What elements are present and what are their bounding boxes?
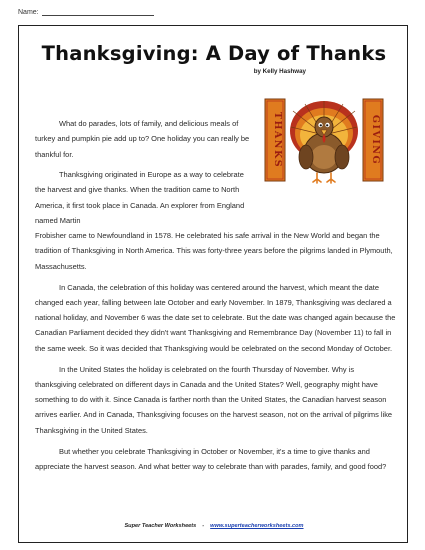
name-input-line[interactable] <box>42 9 154 16</box>
paragraph-2-line-4: Canada. An explorer from England named Martin <box>35 200 245 225</box>
paragraph-5: But whether you celebrate Thanksgiving in October or November, it's a time to give thanks and appreciate the harvest season. And what better way to celebrate than with parades, family, and good food? <box>35 446 387 471</box>
byline: by Kelly Hashway <box>253 68 306 75</box>
page-title: Thanksgiving: A Day of Thanks <box>41 42 387 65</box>
paragraph-2-line-2: celebrate the harvest and give thanks. When the <box>35 170 244 195</box>
paragraph-2 <box>35 167 397 274</box>
body-text-block <box>35 167 397 480</box>
footer-brand: Super Teacher Worksheets <box>124 523 197 529</box>
paragraph-2-narrow <box>35 167 253 228</box>
paragraph-4: In the United States the holiday is celebrated on the fourth Thursday of November. Why is thanksgiving celebrated on different days in Canada and the United States? Well, geography might have something to do with it. Since Canada is farther north than the United States, the Canadian harvest season arrives earlier. And in Canada, Thanksgiving focuses on the harvest season, not on the arrival of pilgrims like Thanksgiving in the United States. <box>35 364 393 435</box>
footer-separator: - <box>202 523 205 529</box>
paragraph-2-line-1: Thanksgiving originated in Europe as a way to <box>59 170 212 179</box>
intro-text-block <box>35 116 253 167</box>
footer <box>19 523 409 529</box>
right-banner-text: GIVING <box>370 114 381 166</box>
name-row <box>18 9 154 16</box>
worksheet-frame <box>18 25 408 543</box>
paragraph-1: What do parades, lots of family, and delicious meals of turkey and pumpkin pie add up to? One holiday you can really be thankful for. <box>35 119 250 159</box>
paragraph-3: In Canada, the celebration of this holiday was centered around the harvest, which meant the date changed each year, falling between late October and early November. In 1879, Thanksgiving was declared a national holiday, and November 6 was the date set to celebrate. But the date was changed again because the Canadian Parliament decided they didn't want Thanksgiving and Remembrance Day (November 11) to fall in the same week. So it was decided that Thanksgiving would be celebrated on the second Monday of October. <box>35 282 396 353</box>
left-banner-text: THANKS <box>272 111 283 169</box>
paragraph-2-line-5: Frobisher came to Newfoundland in 1578. He celebrated his safe arrival in the New World and began the tradition of Thanksgiving in North America. This was forty-three years before the pilgrims landed in Plymouth, Massachusetts. <box>35 231 393 271</box>
name-label: Name: <box>18 9 39 16</box>
paragraph-2-line-3: tradition came to North America, it first took place in <box>35 185 240 210</box>
footer-url[interactable]: www.superteacherworksheets.com <box>210 523 304 529</box>
